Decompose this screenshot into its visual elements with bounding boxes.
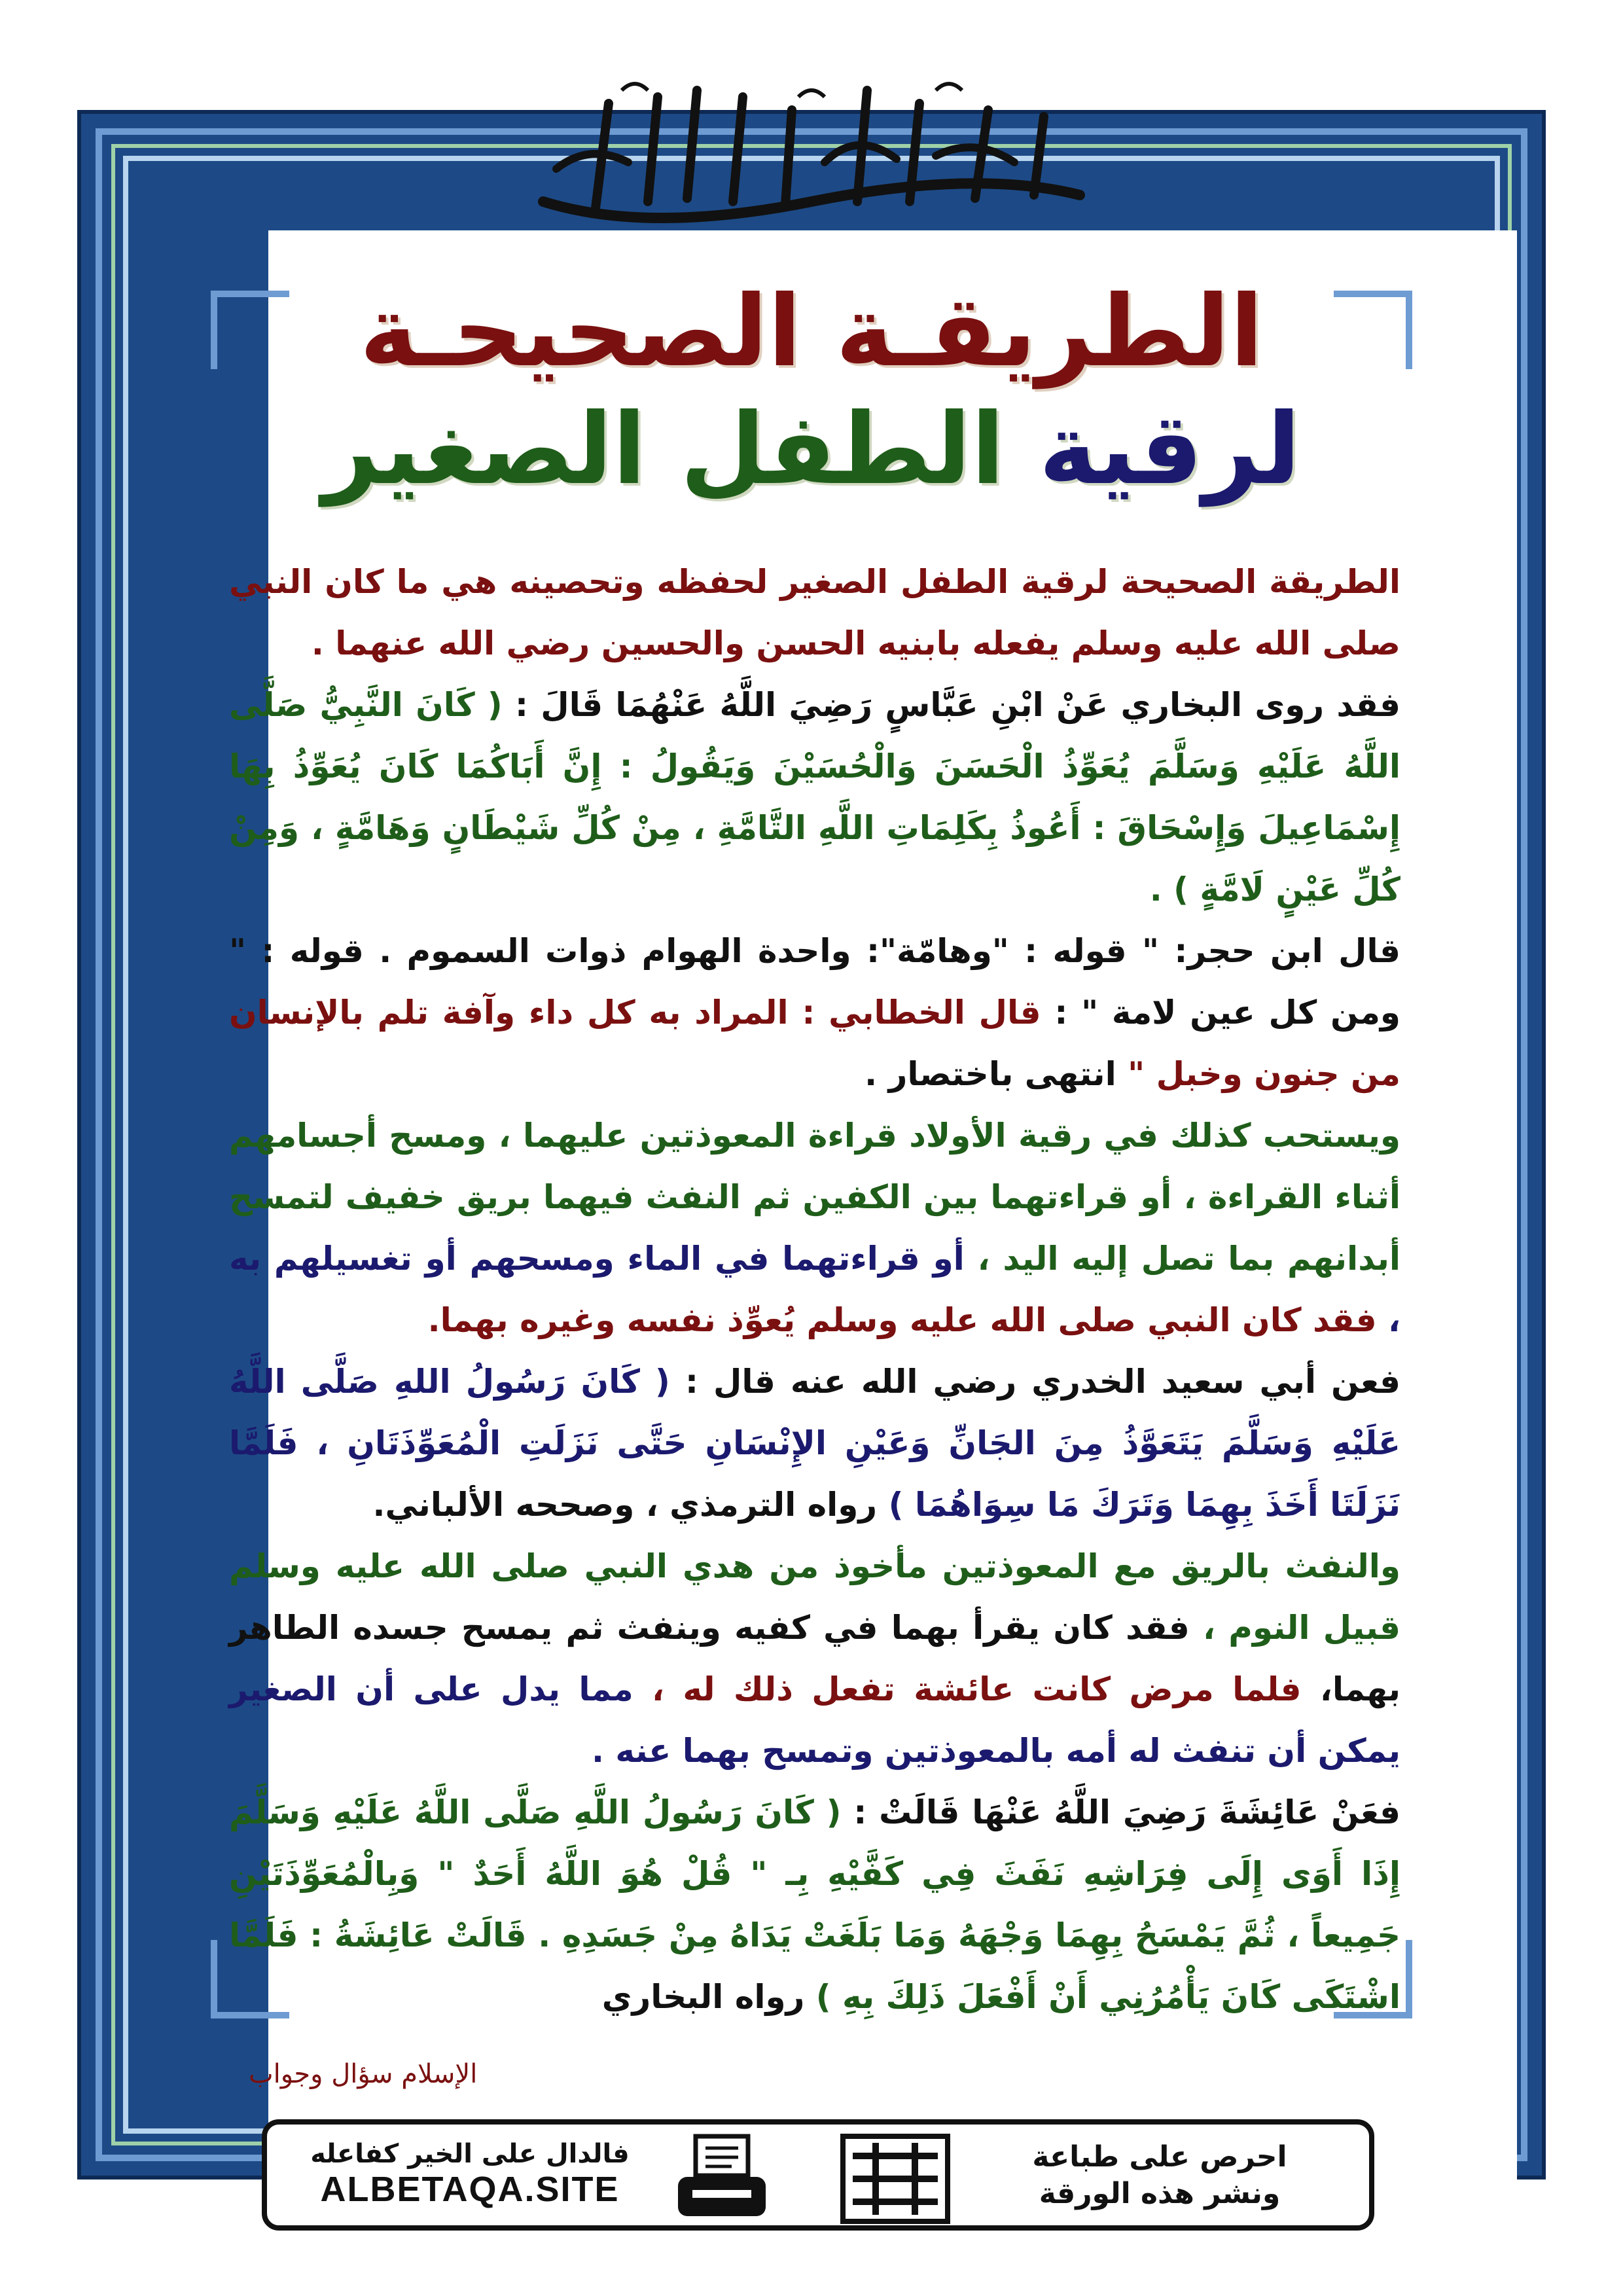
page-title-line1: الطريقـة الصحيحـة — [359, 275, 1264, 389]
footer-print-call — [990, 2139, 1330, 2212]
guidance-text: والنفث بالريق مع المعوذتين مأخوذ من هدي النبي صلى الله عليه وسلم قبيل النوم ، — [229, 1547, 1400, 1647]
footer-banner — [262, 2119, 1374, 2231]
basmala-calligraphy — [517, 51, 1106, 247]
footer-website-block — [306, 2139, 633, 2210]
website-link[interactable]: ALBETAQA.SITE — [320, 2170, 620, 2209]
hadith-reference: رواه البخاري — [601, 1978, 805, 2016]
narration-intro: فقد روى البخاري عَنْ ابْنِ عَبَّاسٍ رَضِيَ اللَّهُ عَنْهُمَا قَالَ : — [515, 686, 1400, 724]
hadith-text: ( كَانَ النَّبِيُّ صَلَّى اللَّهُ عَلَيْهِ وَسَلَّمَ يُعَوِّذُ الْحَسَنَ وَالْحُسَيْنَ وَيَقُولُ : إِنَّ أَبَاكُمَا كَانَ يُعَوِّذُ بِهَا إِسْمَاعِيلَ وَإِسْحَاقَ : أَعُوذُ بِكَلِمَاتِ اللَّهِ التَّامَّةِ ، مِنْ كُلِّ شَيْطَانٍ وَهَامَّةٍ ، وَمِنْ كُلِّ عَيْنٍ لَامَّةٍ ) . — [229, 686, 1400, 908]
paragraph-ibn-hajar — [229, 920, 1400, 1105]
hadith-text: ( كَانَ رَسُولُ اللهِ صَلَّى اللَّهُ عَلَيْهِ وَسَلَّمَ يَتَعَوَّذُ مِنَ الجَانِّ وَعَيْنِ الإِنْسَانِ حَتَّى نَزَلَتِ الْمُعَوِّذَتَانِ ، فَلَمَّا نَزَلَتَا أَخَذَ بِهِمَا وَتَرَكَ مَا سِوَاهُمَا ) — [229, 1363, 1400, 1524]
dawat-alwaraqa-logo — [836, 2130, 954, 2228]
title-word-ruqya: لرقية — [1039, 393, 1301, 507]
guidance-text: فقد كان النبي صلى الله عليه وسلم يُعوِّذ نفسه وغيره بهما. — [427, 1301, 1377, 1339]
narration-intro: فعَنْ عَائِشَةَ رَضِيَ اللَّهُ عَنْهَا قَالَتْ : — [853, 1793, 1400, 1831]
printer-icon — [673, 2130, 771, 2228]
hadith-reference: رواه الترمذي ، وصححه الألباني. — [372, 1486, 878, 1524]
source-credit: الإسلام سؤال وجواب — [249, 2059, 478, 2089]
paragraph-aisha — [229, 1782, 1400, 2028]
page-title-line2 — [196, 393, 1427, 507]
footer-print-line2: ونشر هذه الورقة — [1039, 2177, 1281, 2210]
footer-print-line1: احرص على طباعة — [1032, 2140, 1287, 2174]
logo-icon — [836, 2130, 954, 2228]
article-body — [229, 551, 1400, 2028]
paragraph-bukhari-hasan-husain — [229, 674, 1400, 920]
paragraph-muawwidhatayn — [229, 1105, 1400, 1351]
guidance-text: فلما مرض كانت عائشة تفعل ذلك له ، — [652, 1670, 1302, 1708]
basmala-calligraphy-icon — [517, 51, 1106, 247]
commentary-text: قال الخطابي : المراد به كل داء وآفة تلم بالإنسان من جنون وخبل " — [229, 994, 1400, 1093]
paragraph-nafth — [229, 1535, 1400, 1782]
guidance-text: أو قراءتهما في الماء ومسحهم أو تغسيلهم به ، — [229, 1240, 1400, 1339]
title-words-child: الطفل الصغير — [322, 393, 1005, 507]
commentary-text: قال ابن حجر: " قوله : "وهامّة": واحدة الهوام ذوات السموم . قوله : " ومن كل عين لامة " : — [229, 932, 1400, 1031]
commentary-end: انتهى باختصار . — [865, 1055, 1116, 1093]
narration-intro: فعن أبي سعيد الخدري رضي الله عنه قال : — [685, 1363, 1400, 1401]
hadith-text: ( كَانَ رَسُولُ اللَّهِ صَلَّى اللَّهُ عَلَيْهِ وَسَلَّمَ إِذَا أَوَى إِلَى فِرَاشِهِ نَفَثَ فِي كَفَّيْهِ بِـ " قُلْ هُوَ اللَّهُ أَحَدٌ " وَبِالْمُعَوِّذَتَيْنِ جَمِيعاً ، ثُمَّ يَمْسَحُ بِهِمَا وَجْهَهُ وَمَا بَلَغَتْ يَدَاهُ مِنْ جَسَدِهِ . قَالَتْ عَائِشَةُ : فَلَمَّا اشْتَكَى كَانَ يَأْمُرُنِي أَنْ أَفْعَلَ ذَلِكَ بِهِ ) — [229, 1793, 1400, 2016]
guidance-text: فقد كان يقرأ بهما في كفيه وينفث ثم يمسح جسده الطاهر بهما، — [229, 1609, 1400, 1708]
svg-text:بسم الله الرحمن الرحيم: بسم الله الرحمن الرحيم — [808, 241, 815, 242]
paragraph-intro: الطريقة الصحيحة لرقية الطفل الصغير لحفظه وتحصينه هي ما كان النبي صلى الله عليه وسلم يفعله بابنيه الحسن والحسين رضي الله عنهما . — [229, 563, 1400, 662]
guidance-text: مما يدل على أن الصغير يمكن أن تنفث له أمه بالمعوذتين وتمسح بهما عنه . — [229, 1670, 1400, 1770]
footer-slogan: فالدال على الخير كفاعله — [310, 2139, 630, 2169]
guidance-text: ويستحب كذلك في رقية الأولاد قراءة المعوذتين عليهما ، ومسح أجسامهم أثناء القراءة ، أو قراءتهما بين الكفين ثم النفث فيهما بريق خفيف لتمسح أبدانهم بما تصل إليه اليد ، — [229, 1117, 1400, 1278]
paragraph-abu-said — [229, 1351, 1400, 1535]
